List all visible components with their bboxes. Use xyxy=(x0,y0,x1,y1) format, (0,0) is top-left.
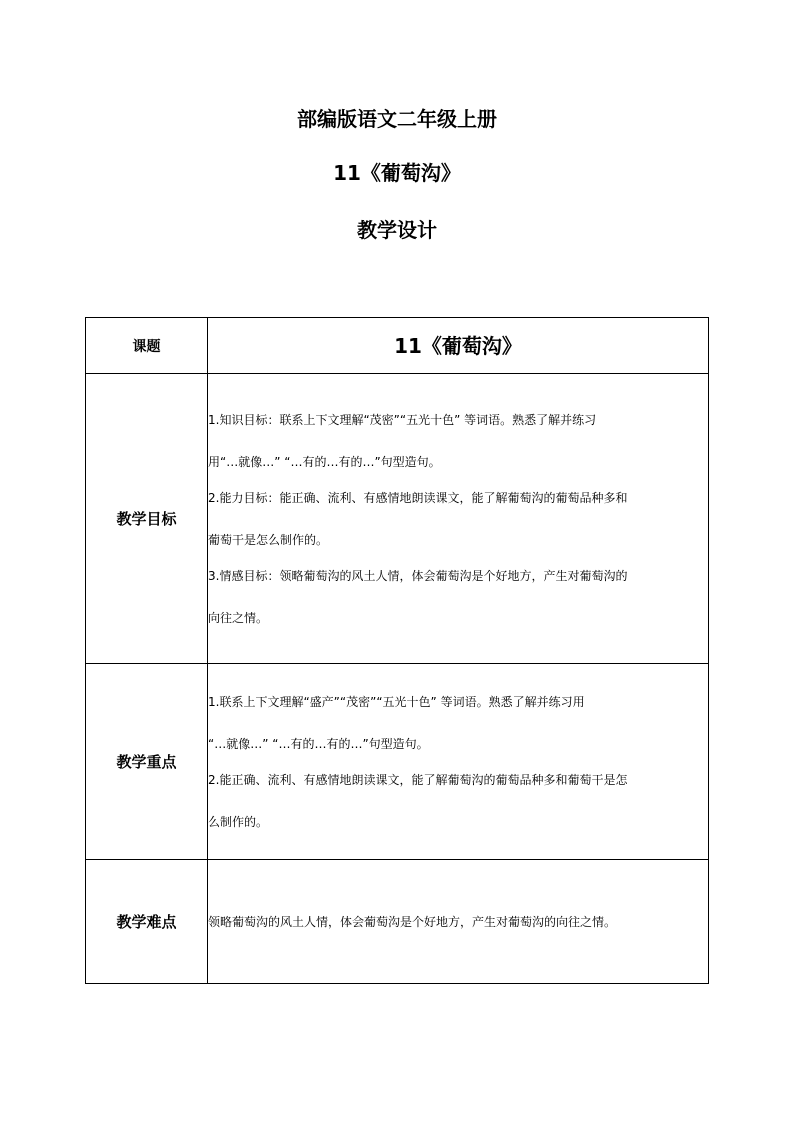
goal-line: 3.情感目标：领略葡萄沟的风土人情，体会葡萄沟是个好地方，产生对葡萄沟的 xyxy=(208,568,628,583)
key-points-row xyxy=(86,664,709,860)
goal-item xyxy=(208,410,708,472)
topic-row xyxy=(86,318,709,374)
goals-row xyxy=(86,374,709,664)
difficulty-label: 教学难点 xyxy=(86,860,208,984)
key-point-line: 1.联系上下文理解“盛产”“茂密”“五光十色” 等词语。熟悉了解并练习用 xyxy=(208,694,585,709)
goals-cell xyxy=(208,374,709,664)
goal-item xyxy=(208,488,708,550)
key-point-item xyxy=(208,692,708,754)
goal-line: 葡萄干是怎么制作的。 xyxy=(208,532,329,547)
topic-cell xyxy=(208,318,709,374)
goal-line: 用“…就像…” “…有的…有的…”句型造句。 xyxy=(208,454,441,469)
key-points-label: 教学重点 xyxy=(86,664,208,860)
key-point-line: “…就像…” “…有的…有的…”句型造句。 xyxy=(208,736,429,751)
lesson-plan-table xyxy=(85,317,709,984)
key-point-line: 2.能正确、流利、有感情地朗读课文，能了解葡萄沟的葡萄品种多和葡萄干是怎 xyxy=(208,772,628,787)
difficulty-cell xyxy=(208,860,709,984)
topic-value: 11《葡萄沟》 xyxy=(394,333,522,358)
lesson-number-title: 11《葡萄沟》 xyxy=(333,161,461,185)
goal-line: 1.知识目标：联系上下文理解“茂密”“五光十色” 等词语。熟悉了解并练习 xyxy=(208,412,597,427)
goal-line: 向往之情。 xyxy=(208,610,269,625)
goals-label: 教学目标 xyxy=(86,374,208,664)
key-points-cell xyxy=(208,664,709,860)
goal-item xyxy=(208,566,708,628)
difficulty-text: 领略葡萄沟的风土人情，体会葡萄沟是个好地方，产生对葡萄沟的向往之情。 xyxy=(208,914,617,929)
key-point-item xyxy=(208,770,708,832)
difficulty-row xyxy=(86,860,709,984)
document-subtitle: 教学设计 xyxy=(357,218,437,242)
document-title: 部编版语文二年级上册 xyxy=(297,107,497,131)
goal-line: 2.能力目标：能正确、流利、有感情地朗读课文，能了解葡萄沟的葡萄品种多和 xyxy=(208,490,628,505)
key-point-line: 么制作的。 xyxy=(208,814,269,829)
topic-label: 课题 xyxy=(86,318,208,374)
